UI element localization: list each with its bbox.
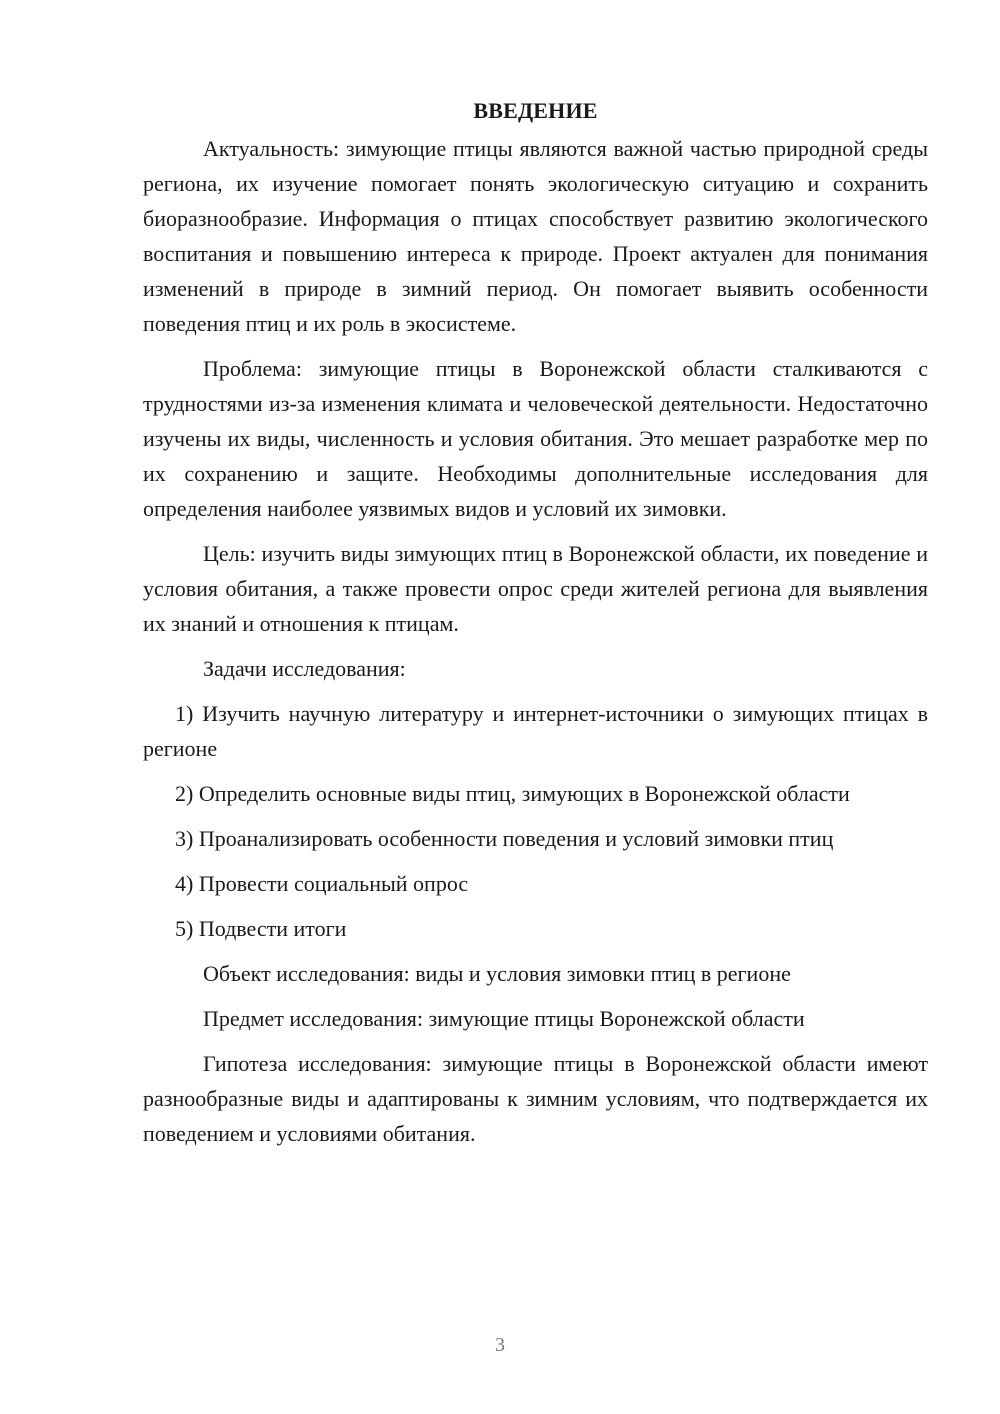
section-title: ВВЕДЕНИЕ xyxy=(473,98,598,123)
task-item-5: 5) Подвести итоги xyxy=(175,916,347,941)
task-item-2: 2) Определить основные виды птиц, зимующих в Воронежской области xyxy=(175,781,850,806)
research-object: Объект исследования: виды и условия зимовки птиц в регионе xyxy=(203,961,791,986)
task-item-3: 3) Проанализировать особенности поведения и условий зимовки птиц xyxy=(175,826,834,851)
problem-paragraph: Проблема: зимующие птицы в Воронежской области сталкиваются с трудностями из-за изменения климата и человеческой деятельности. Недостаточно изучены их виды, численность и условия обитания. Это мешает разработке мер по их сохранению и защите. Необходимы дополнительные исследования для определения наиболее уязвимых видов и условий их зимовки. xyxy=(143,356,928,521)
relevance-paragraph: Актуальность: зимующие птицы являются важной частью природной среды региона, их изучение помогает понять экологическую ситуацию и сохранить биоразнообразие. Информация о птицах способствует развитию экологического воспитания и повышению интереса к природе. Проект актуален для понимания изменений в природе в зимний период. Он помогает выявить особенности поведения птиц и их роль в экосистеме. xyxy=(143,136,928,336)
page-number: 3 xyxy=(495,1334,505,1356)
task-item-4: 4) Провести социальный опрос xyxy=(175,871,469,896)
task-item-1: 1) Изучить научную литературу и интернет-источники о зимующих птицах в регионе xyxy=(143,701,928,761)
tasks-heading: Задачи исследования: xyxy=(203,656,406,681)
hypothesis-paragraph: Гипотеза исследования: зимующие птицы в Воронежской области имеют разнообразные виды и адаптированы к зимним условиям, что подтверждается их поведением и условиями обитания. xyxy=(143,1051,928,1146)
goal-paragraph: Цель: изучить виды зимующих птиц в Воронежской области, их поведение и условия обитания, а также провести опрос среди жителей региона для выявления их знаний и отношения к птицам. xyxy=(143,541,928,636)
research-subject: Предмет исследования: зимующие птицы Воронежской области xyxy=(203,1006,805,1031)
document-page xyxy=(143,96,928,1161)
